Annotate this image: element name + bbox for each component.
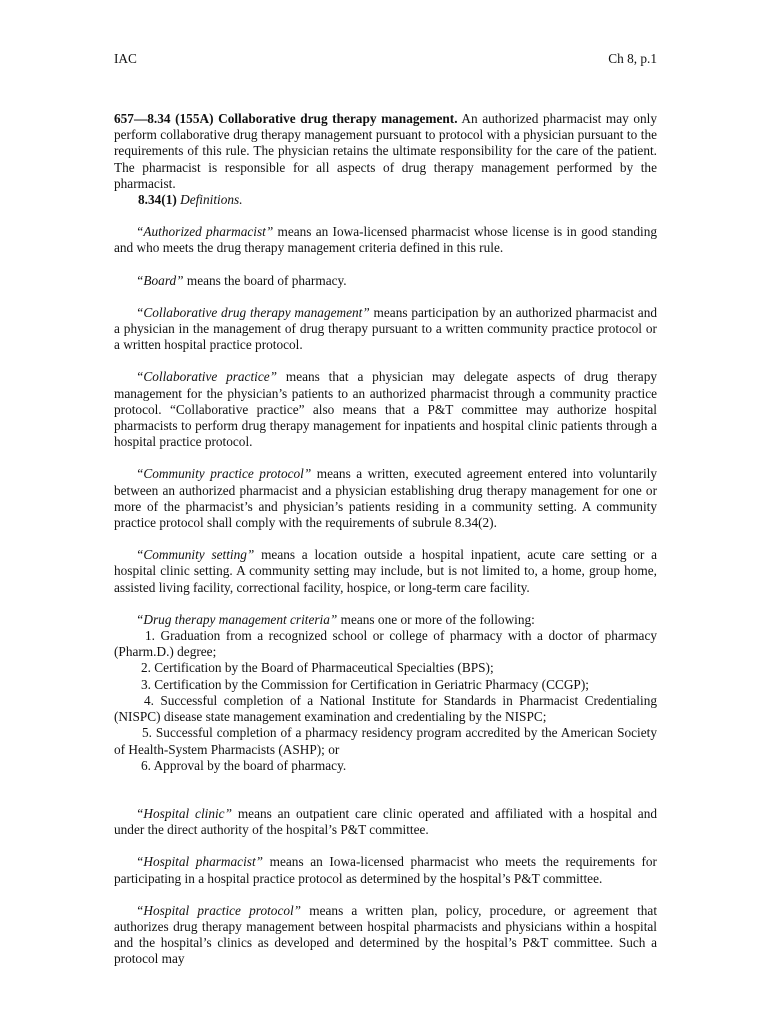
rule-paragraph	[114, 111, 657, 192]
criteria-item: 2. Certification by the Board of Pharmaceutical Specialties (BPS);	[141, 660, 494, 676]
subrule-heading	[114, 192, 657, 208]
definition-hospital-practice-protocol	[114, 903, 657, 968]
criteria-item: 1. Graduation from a recognized school or college of pharmacy with a doctor of pharmacy (Pharm.D.) degree;	[114, 628, 657, 660]
definition-term: “Community practice protocol”	[136, 466, 312, 482]
definition-term: “Collaborative practice”	[136, 369, 278, 385]
criteria-item: 3. Certification by the Commission for Certification in Geriatric Pharmacy (CCGP);	[141, 676, 589, 692]
subrule-number: 8.34(1)	[138, 192, 177, 208]
definition-term: “Hospital pharmacist”	[136, 854, 264, 870]
definition-term: “Collaborative drug therapy management”	[136, 304, 370, 320]
rule-text: An authorized pharmacist may only perform collaborative drug therapy management pursuant to protocol with a physician pursuant to the requirements of this rule. The physician retains the ultimate responsibility for the care of the patient. The pharmacist is responsible for all aspects of drug therapy management performed by the pharmacist.	[114, 111, 657, 191]
definition-text: means the board of pharmacy.	[183, 272, 347, 288]
header-right: Ch 8, p.1	[608, 51, 657, 66]
header-left: IAC	[114, 51, 137, 66]
definition-hospital-clinic	[114, 806, 657, 838]
definition-term: “Hospital clinic”	[136, 805, 232, 821]
definition-authorized-pharmacist	[114, 224, 657, 256]
definition-term: “Hospital practice protocol”	[136, 902, 302, 918]
definition-dtm-criteria	[114, 612, 657, 628]
definition-text: means an outpatient care clinic operated and affiliated with a hospital and under the direct authority of the hospital’s P&T committee.	[114, 805, 657, 838]
document-body	[114, 111, 657, 968]
definition-term: “Board”	[136, 272, 184, 288]
definition-term: “Authorized pharmacist”	[136, 224, 274, 240]
definition-text: means participation by an authorized pharmacist and a physician in the management of drug therapy pursuant to a written community practice protocol or a written hospital practice protocol.	[114, 304, 658, 353]
definition-collaborative-practice	[114, 369, 657, 450]
subrule-title: Definitions.	[180, 192, 243, 208]
definition-board	[114, 273, 657, 289]
definition-text: means a written plan, policy, procedure, or agreement that authorizes drug therapy management between hospital pharmacists and physicians within a hospital and the hospital’s clinics as developed and determined by the hospital’s P&T committee. Such a protocol may	[114, 902, 658, 967]
rule-title: Collaborative drug therapy management.	[218, 111, 458, 126]
definition-text: means an Iowa-licensed pharmacist who meets the requirements for participating in a hospital practice protocol as determined by the hospital’s P&T committee.	[114, 854, 657, 886]
definition-term: “Community setting”	[136, 547, 255, 563]
definition-text: means one or more of the following:	[337, 611, 535, 627]
definition-text: means an Iowa-licensed pharmacist whose license is in good standing and who meets the drug therapy management criteria defined in this rule.	[114, 224, 657, 256]
rule-number: 657—8.34 (155A)	[114, 111, 214, 126]
definition-collaborative-dtm	[114, 305, 657, 354]
definition-term: “Drug therapy management criteria”	[136, 611, 338, 627]
definition-community-setting	[114, 547, 657, 596]
definition-text: means that a physician may delegate aspects of drug therapy management for the physician’s patients to an authorized pharmacist through a community practice protocol. “Collaborative practice” also means that a P&T committee may authorize hospital pharmacists to perform drug therapy management for inpatients and hospital clinic patients through a hospital practice protocol.	[114, 369, 658, 450]
definition-community-practice-protocol	[114, 466, 657, 531]
definition-text: means a written, executed agreement entered into voluntarily between an authorized pharmacist and a physician establishing drug therapy management for one or more of the pharmacist’s and physician’s patients residing in a community setting. A community practice protocol shall comply with the requirements of subrule 8.34(2).	[114, 466, 657, 531]
definition-text: means a location outside a hospital inpatient, acute care setting or a hospital clinic setting. A community setting may include, but is not limited to, a home, group home, assisted living facility, correctional facility, hospice, or long-term care facility.	[114, 547, 657, 595]
definition-hospital-pharmacist	[114, 854, 657, 886]
criteria-item: 6. Approval by the board of pharmacy.	[141, 757, 347, 773]
criteria-item: 4. Successful completion of a National Institute for Standards in Pharmacist Credentialing (NISPC) disease state management examination and credentialing by the NISPC;	[114, 692, 657, 725]
criteria-item: 5. Successful completion of a pharmacy residency program accredited by the American Society of Health-System Pharmacists (ASHP); or	[114, 725, 657, 757]
